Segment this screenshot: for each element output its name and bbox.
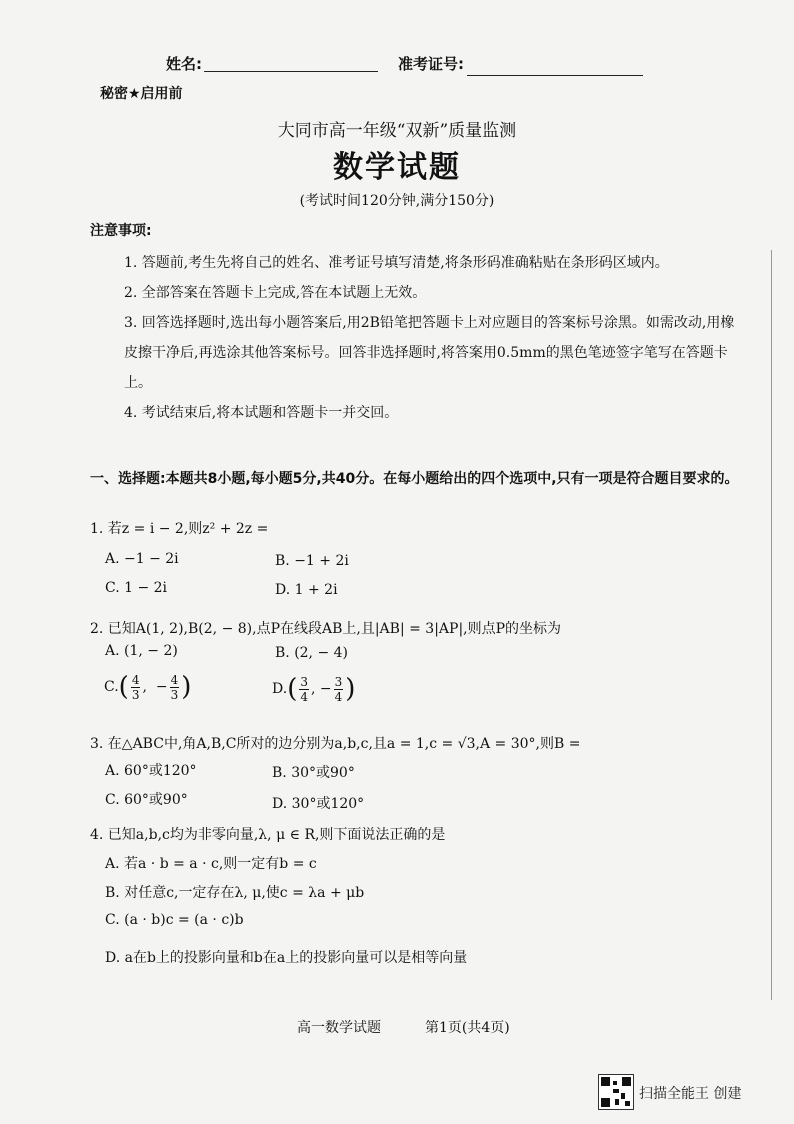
note-item: 3. 回答选择题时,选出每小题答案后,用2B铅笔把答题卡上对应题目的答案标号涂黑。如需改动,用橡皮擦干净后,再选涂其他答案标号。回答非选择题时,将答案用0.5mm的黑色笔迹签字笔写在答题卡上。 xyxy=(124,315,735,391)
question-2-option-d: D.( $\frac{3}{4}$ , − $\frac{3}{4}$ ) xyxy=(272,674,356,704)
footer-subject: 高一数学试题 xyxy=(297,1020,381,1036)
name-label: 姓名: xyxy=(166,55,202,73)
note-item: 2. 全部答案在答题卡上完成,答在本试题上无效。 xyxy=(124,285,427,301)
page-edge-line xyxy=(771,250,772,1000)
exam-number-label: 准考证号: xyxy=(398,55,464,73)
question-1-option-c: C. 1 − 2i xyxy=(105,580,168,596)
question-4-option-c: C. (a · b)c = (a · c)b xyxy=(105,912,244,928)
qr-code-icon xyxy=(598,1074,634,1110)
option-d-label: D. xyxy=(272,681,288,697)
denominator: 3 xyxy=(170,687,179,702)
question-3-option-b: B. 30°或90° xyxy=(272,765,355,781)
section-heading: 一、选择题:本题共8小题,每小题5分,共40分。在每小题给出的四个选项中,只有一项是符合题目要求的。 xyxy=(90,471,739,487)
question-4-stem: 4. 已知a,b,c均为非零向量,λ, μ ∈ R,则下面说法正确的是 xyxy=(90,827,446,843)
footer-page-number: 第1页(共4页) xyxy=(425,1020,510,1036)
secret-mark: 秘密★启用前 xyxy=(100,86,183,102)
notes-heading: 注意事项: xyxy=(90,223,152,239)
numerator: 4 xyxy=(170,672,179,687)
numerator: 3 xyxy=(300,674,308,689)
question-1-stem: 1. 若z = i − 2,则z² + 2z = xyxy=(90,521,269,537)
question-3-option-a: A. 60°或120° xyxy=(105,763,197,779)
question-2-option-a: A. (1, − 2) xyxy=(105,643,178,659)
question-3-option-c: C. 60°或90° xyxy=(105,792,188,808)
question-1-option-d: D. 1 + 2i xyxy=(275,582,338,598)
question-3-option-d: D. 30°或120° xyxy=(272,796,365,812)
numerator: 4 xyxy=(131,672,140,687)
question-4-option-a: A. 若a · b = a · c,则一定有b = c xyxy=(105,856,317,872)
fraction xyxy=(170,673,180,702)
fraction xyxy=(299,675,309,704)
question-2-stem: 2. 已知A(1, 2),B(2, − 8),点P在线段AB上,且|AB| = 3|AP|,则点P的坐标为 xyxy=(90,621,562,637)
fraction xyxy=(334,675,344,704)
question-2-option-b: B. (2, − 4) xyxy=(275,645,349,661)
fraction xyxy=(131,673,141,702)
denominator: 3 xyxy=(131,687,140,702)
numerator: 3 xyxy=(334,674,343,689)
question-4-option-b: B. 对任意c,一定存在λ, μ,使c = λa + μb xyxy=(105,885,365,901)
exam-subtitle: 大同市高一年级“双新”质量监测 xyxy=(277,121,517,141)
note-item: 4. 考试结束后,将本试题和答题卡一并交回。 xyxy=(124,405,399,421)
question-1-option-a: A. −1 − 2i xyxy=(105,551,179,567)
denominator: 4 xyxy=(334,689,343,704)
question-4-option-d: D. a在b上的投影向量和b在a上的投影向量可以是相等向量 xyxy=(105,950,468,966)
option-c-label: C. xyxy=(104,679,119,695)
question-3-stem: 3. 在△ABC中,角A,B,C所对的边分别为a,b,c,且a = 1,c = √3,A = 30°,则B = xyxy=(90,736,581,752)
name-blank-line xyxy=(204,71,378,72)
exam-number-blank-line xyxy=(467,75,643,76)
question-1-option-b: B. −1 + 2i xyxy=(275,553,349,569)
question-2-option-c: C.( $\frac{4}{3}$ , − $\frac{4}{3}$ ) xyxy=(104,672,192,702)
note-item: 1. 答题前,考生先将自己的姓名、准考证号填写清楚,将条形码准确粘贴在条形码区域内。 xyxy=(124,255,669,271)
denominator: 4 xyxy=(300,689,308,704)
exam-time-note: (考试时间120分钟,满分150分) xyxy=(299,193,495,209)
scanner-watermark: 扫描全能王 创建 xyxy=(639,1086,742,1102)
notes-list xyxy=(90,248,740,428)
page-title: 数学试题 xyxy=(333,150,461,185)
